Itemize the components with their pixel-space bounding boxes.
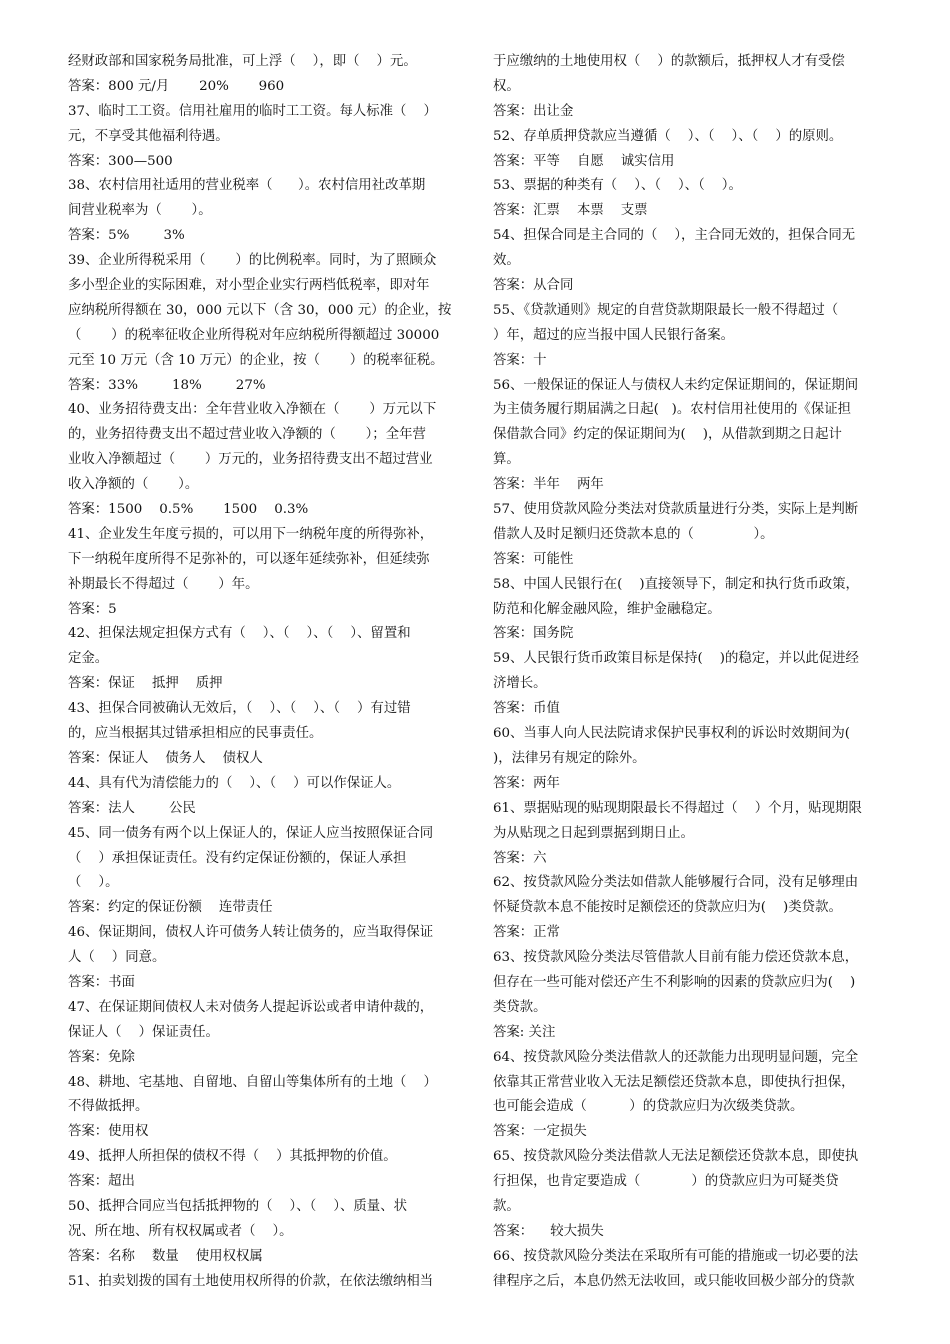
text-line: 答案：十 [493, 352, 547, 368]
text-line: 45、同一债务有两个以上保证人的，保证人应当按照保证合同 [68, 825, 434, 841]
text-line: 57、使用贷款风险分类法对贷款质量进行分类，实际上是判断 [493, 502, 859, 518]
text-line: 保借款合同》约定的保证期间为( )，从借款到期之日起计 [493, 427, 842, 443]
text-line: 答案：平等 自愿 诚实信用 [493, 153, 675, 169]
text-line: 答案：汇票 本票 支票 [493, 203, 648, 219]
text-line: 42、担保法规定担保方式有（ ）、（ ）、（ ）、留置和 [68, 626, 411, 642]
text-line: 55、《贷款通则》规定的自营贷款期限最长一般不得超过（ [493, 302, 856, 318]
text-line: 答案：从合同 [493, 278, 574, 294]
text-line: 答案：保证 抵押 质押 [68, 676, 223, 692]
text-line: （ ）承担保证责任。没有约定保证份额的，保证人承担 [68, 850, 407, 866]
text-line: 答案：5% 3% [68, 228, 185, 244]
text-line: 52、存单质押贷款应当遵循（ ）、（ ）、（ ）的原则。 [493, 128, 843, 144]
text-line: ）年，超过的应当报中国人民银行备案。 [493, 327, 735, 343]
text-line: 答案：33% 18% 27% [68, 377, 266, 393]
text-line: 40、业务招待费支出：全年营业收入净额在（ ）万元以下 [68, 402, 437, 418]
text-line: 答案：5 [68, 601, 117, 617]
text-line: 答案：保证人 债务人 债权人 [68, 750, 263, 766]
text-line: 答案：一定损失 [493, 1124, 587, 1140]
text-line: 59、人民银行货币政策目标是保持( )的稳定，并以此促进经 [493, 651, 859, 667]
text-line: 62、按贷款风险分类法如借款人能够履行合同，没有足够理由 [493, 875, 859, 891]
text-line: （ ）的税率征收企业所得税对年应纳税所得额超过 30000 [68, 327, 440, 343]
text-line: 答案: 关注 [493, 1024, 556, 1040]
text-line: 不得做抵押。 [68, 1099, 149, 1115]
text-line: 答案：书面 [68, 974, 135, 990]
text-line: 补期最长不得超过（ ）年。 [68, 576, 259, 592]
text-line: 答案：半年 两年 [493, 477, 604, 493]
text-line: 47、在保证期间债权人未对债务人提起诉讼或者申请仲裁的， [68, 999, 434, 1015]
text-line: 61、票据贴现的贴现期限最长不得超过（ ）个月，贴现期限 [493, 800, 862, 816]
text-line: 答案：正常 [493, 925, 560, 941]
text-line: 答案：1500 0.5% 1500 0.3% [68, 502, 309, 518]
text-line: 依靠其正常营业收入无法足额偿还贷款本息，即使执行担保， [493, 1074, 855, 1090]
text-line: （ ）。 [68, 875, 119, 891]
text-line: 业收入净额超过（ ）万元的，业务招待费支出不超过营业 [68, 452, 433, 468]
text-line: 答案：国务院 [493, 626, 574, 642]
text-line: 保证人（ ）保证责任。 [68, 1024, 219, 1040]
text-line: 多小型企业的实际困难，对小型企业实行两档低税率，即对年 [68, 278, 430, 294]
text-line: 答案：超出 [68, 1174, 135, 1190]
text-line: 人（ ）同意。 [68, 950, 166, 966]
text-line: 答案：约定的保证份额 连带责任 [68, 900, 273, 916]
text-line: 48、耕地、宅基地、自留地、自留山等集体所有的土地（ ） [68, 1074, 437, 1090]
text-line: 答案：两年 [493, 775, 560, 791]
text-line: 38、农村信用社适用的营业税率（ ）。农村信用社改革期 [68, 178, 426, 194]
text-line: 元，不享受其他福利待遇。 [68, 128, 229, 144]
text-line: 44、具有代为清偿能力的（ ）、（ ）可以作保证人。 [68, 775, 401, 791]
text-line: 答案：出让金 [493, 103, 574, 119]
text-line: 为主债务履行期届满之日起( )。农村信用社使用的《保证担 [493, 402, 851, 418]
text-line: 63、按贷款风险分类法尽管借款人目前有能力偿还贷款本息， [493, 950, 859, 966]
text-line: 下一纳税年度所得不足弥补的，可以逐年延续弥补，但延续弥 [68, 551, 430, 567]
text-line: 防范和化解金融风险，维护金融稳定。 [493, 601, 721, 617]
text-line: 收入净额的（ ）。 [68, 477, 199, 493]
text-line: 51、拍卖划拨的国有土地使用权所得的价款，在依法缴纳相当 [68, 1273, 434, 1289]
text-line: 为从贴现之日起到票据到期日止。 [493, 825, 694, 841]
text-line: 答案：免除 [68, 1049, 135, 1065]
right-column [493, 50, 885, 1295]
text-line: 49、抵押人所担保的债权不得（ ）其抵押物的价值。 [68, 1149, 397, 1165]
text-line: 间营业税率为（ ）。 [68, 203, 212, 219]
text-line: )，法律另有规定的除外。 [493, 750, 646, 766]
text-line: 41、企业发生年度亏损的，可以用下一纳税年度的所得弥补， [68, 526, 434, 542]
text-line: 60、当事人向人民法院请求保护民事权利的诉讼时效期间为( [493, 726, 851, 742]
text-line: 类贷款。 [493, 999, 547, 1015]
text-line: 64、按贷款风险分类法借款人的还款能力出现明显问题，完全 [493, 1049, 859, 1065]
text-line: 怀疑贷款本息不能按时足额偿还的贷款应归为( )类贷款。 [493, 900, 842, 916]
text-line: 定金。 [68, 651, 109, 667]
text-line: 借款人及时足额归还贷款本息的（ ）。 [493, 526, 774, 542]
text-line: 应纳税所得额在 30，000 元以下（含 30，000 元）的企业，按 [68, 302, 452, 318]
text-line: 算。 [493, 452, 520, 468]
text-line: 答案：名称 数量 使用权权属 [68, 1248, 263, 1264]
text-line: 43、担保合同被确认无效后，（ ）、（ ）、（ ）有过错 [68, 701, 411, 717]
text-line: 答案：使用权 [68, 1124, 149, 1140]
text-line: 答案：六 [493, 850, 547, 866]
text-line: 答案：300—500 [68, 153, 173, 169]
text-line: 答案：币值 [493, 701, 560, 717]
text-line: 的，应当根据其过错承担相应的民事责任。 [68, 726, 323, 742]
left-column [68, 50, 460, 1295]
text-line: 律程序之后，本息仍然无法收回，或只能收回极少部分的贷款 [493, 1273, 855, 1289]
text-line: 54、担保合同是主合同的（ ），主合同无效的，担保合同无 [493, 228, 856, 244]
text-line: 66、按贷款风险分类法在采取所有可能的措施或一切必要的法 [493, 1248, 859, 1264]
text-line: 但存在一些可能对偿还产生不利影响的因素的贷款应归为( ) [493, 974, 856, 990]
text-line: 答案：法人 公民 [68, 800, 196, 816]
text-line: 款。 [493, 1198, 520, 1214]
text-line: 权。 [493, 78, 520, 94]
text-line: 53、票据的种类有（ ）、（ ）、（ ）。 [493, 178, 742, 194]
text-line: 况、所在地、所有权权属或者（ ）。 [68, 1223, 293, 1239]
text-line: 于应缴纳的土地使用权（ ）的款额后，抵押权人才有受偿 [493, 54, 845, 69]
text-line: 的，业务招待费支出不超过营业收入净额的（ ）；全年营 [68, 427, 426, 443]
text-line: 65、按贷款风险分类法借款人无法足额偿还贷款本息，即使执 [493, 1149, 859, 1165]
text-line: 37、临时工工资。信用社雇用的临时工工资。每人标准（ ） [68, 103, 437, 119]
text-line: 46、保证期间，债权人许可债务人转让债务的，应当取得保证 [68, 925, 434, 941]
text-line: 行担保，也肯定要造成（ ）的贷款应归为可疑类贷 [493, 1174, 839, 1190]
text-line: 效。 [493, 253, 520, 269]
text-line: 也可能会造成（ ）的贷款应归为次级类贷款。 [493, 1099, 804, 1115]
text-line: 元至 10 万元（含 10 万元）的企业，按（ ）的税率征税。 [68, 352, 444, 368]
text-line: 答案： 较大损失 [493, 1223, 604, 1239]
text-line: 58、中国人民银行在( )直接领导下，制定和执行货币政策， [493, 576, 859, 592]
text-line: 50、抵押合同应当包括抵押物的（ ）、（ ）、质量、状 [68, 1198, 407, 1214]
text-line: 答案：可能性 [493, 551, 574, 567]
text-line: 56、一般保证的保证人与债权人未约定保证期间的，保证期间 [493, 377, 859, 393]
text-line: 答案：800 元/月 20% 960 [68, 78, 285, 94]
text-line: 39、企业所得税采用（ ）的比例税率。同时，为了照顾众 [68, 253, 437, 269]
text-line: 经财政部和国家税务局批准，可上浮（ ），即（ ）元。 [68, 54, 417, 69]
text-line: 济增长。 [493, 676, 547, 692]
